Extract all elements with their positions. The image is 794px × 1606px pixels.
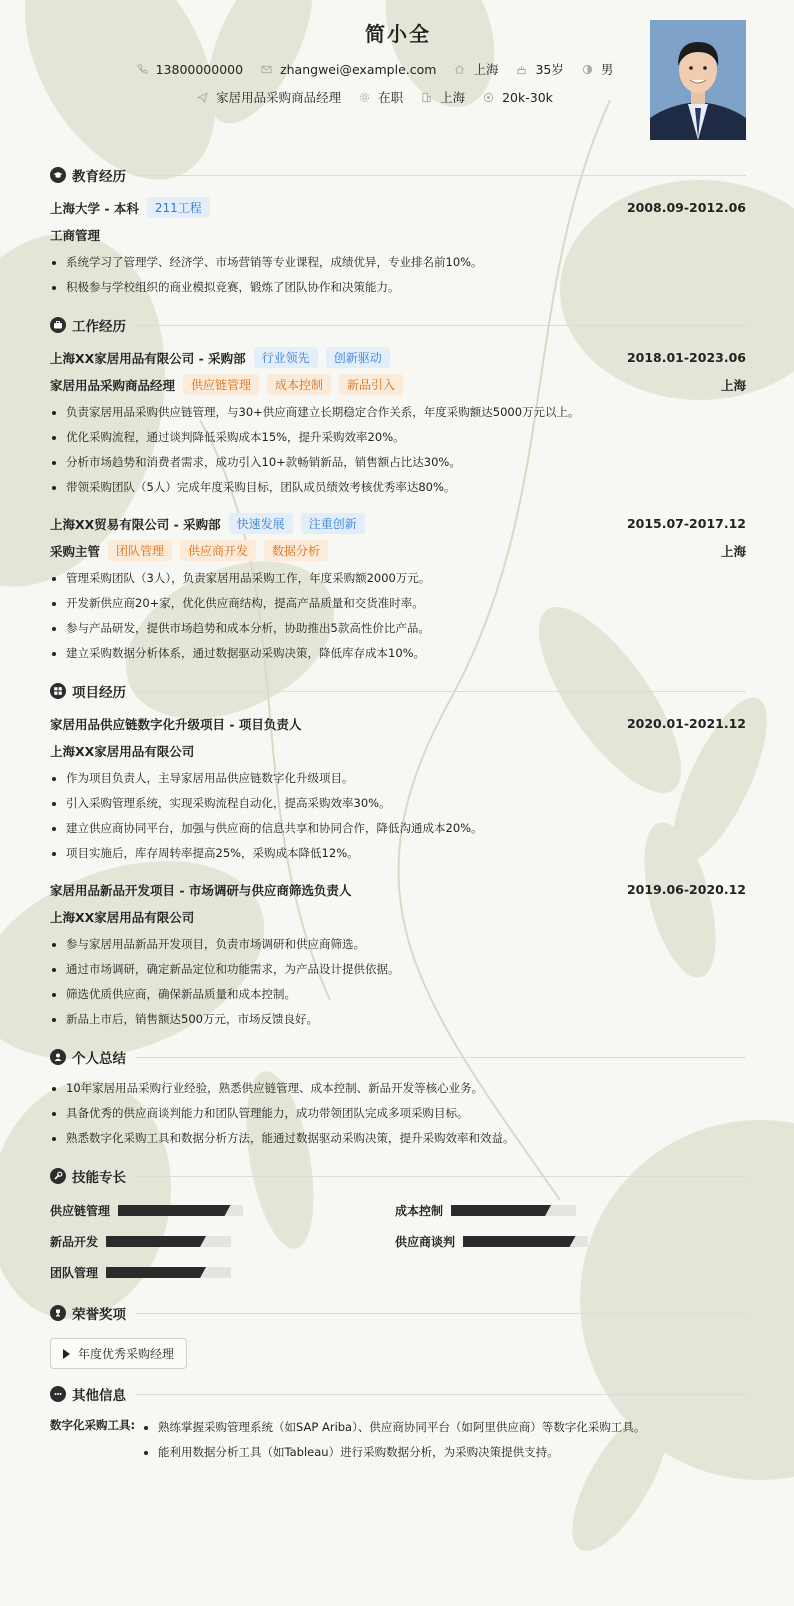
project-name: 家居用品供应链数字化升级项目 - 项目负责人	[50, 716, 302, 732]
section-title: 技能专长	[72, 1170, 126, 1186]
user-icon	[50, 1049, 66, 1065]
company-tag: 行业领先	[254, 347, 318, 368]
status-info	[359, 88, 403, 106]
list-item: 参与产品研发，提供市场趋势和成本分析，协助推出5款高性价比产品。	[50, 616, 746, 641]
entry-subheader	[50, 737, 746, 764]
profile-photo	[650, 20, 746, 140]
list-item: 作为项目负责人，主导家居用品供应链数字化升级项目。	[50, 766, 746, 791]
entry-date: 2008.09-2012.06	[626, 200, 746, 215]
projects-section	[50, 678, 746, 1032]
section-title: 工作经历	[72, 319, 126, 335]
project-entry	[50, 876, 746, 1032]
education-entry	[50, 194, 746, 300]
list-item: 优化采购流程，通过谈判降低采购成本15%，提升采购效率20%。	[50, 425, 746, 450]
building-icon	[421, 92, 432, 103]
skill-fill	[118, 1205, 231, 1216]
entry-header	[50, 344, 746, 371]
section-divider	[136, 175, 746, 176]
section-divider	[136, 1394, 746, 1395]
entry-subheader	[50, 537, 746, 564]
trophy-icon	[50, 1305, 66, 1321]
bullet-list	[50, 932, 746, 1032]
section-title: 项目经历	[72, 685, 126, 701]
salary-text: 20k-30k	[502, 89, 553, 105]
list-item: 新品上市后，销售额达500万元，市场反馈良好。	[50, 1007, 746, 1032]
skill-item	[50, 1195, 395, 1226]
section-header	[50, 1163, 746, 1189]
entry-header	[50, 194, 746, 221]
target-job-text: 家居用品采购商品经理	[216, 90, 342, 105]
awards-section	[50, 1300, 746, 1369]
section-header	[50, 312, 746, 338]
phone-icon	[137, 64, 148, 75]
list-item: 熟练掌握采购管理系统（如SAP Ariba）、供应商协同平台（如阿里供应商）等数字化采购工具。	[142, 1415, 645, 1440]
section-header	[50, 678, 746, 704]
age-info	[516, 60, 563, 78]
wrench-icon	[50, 1168, 66, 1184]
section-divider	[136, 1313, 746, 1314]
entry-date: 2019.06-2020.12	[626, 882, 746, 897]
list-item: 积极参与学校组织的商业模拟竞赛，锻炼了团队协作和决策能力。	[50, 275, 746, 300]
section-header	[50, 162, 746, 188]
age-text: 35岁	[535, 62, 564, 77]
section-divider	[136, 1057, 746, 1058]
entry-header	[50, 710, 746, 737]
graduation-cap-icon	[50, 167, 66, 183]
education-section	[50, 162, 746, 300]
position-name: 家居用品采购商品经理	[50, 377, 176, 393]
resume-header	[50, 0, 746, 150]
project-org: 上海XX家居用品有限公司	[50, 909, 195, 925]
mail-icon	[261, 64, 272, 75]
list-item: 建立采购数据分析体系，通过数据驱动采购决策，降低库存成本10%。	[50, 641, 746, 666]
skill-fill	[106, 1236, 206, 1247]
project-org: 上海XX家居用品有限公司	[50, 743, 195, 759]
list-item: 熟悉数字化采购工具和数据分析方法，能通过数据驱动采购决策，提升采购效率和效益。	[50, 1126, 746, 1151]
bullet-list	[50, 766, 746, 866]
list-item: 能利用数据分析工具（如Tableau）进行采购数据分析，为采购决策提供支持。	[142, 1440, 645, 1465]
position-name: 采购主管	[50, 543, 101, 559]
skill-name: 团队管理	[50, 1266, 99, 1280]
other-label: 数字化采购工具:	[50, 1418, 136, 1432]
cake-icon	[516, 64, 527, 75]
settings-icon	[359, 92, 370, 103]
section-title: 其他信息	[72, 1388, 126, 1404]
entry-header	[50, 876, 746, 903]
skill-bar	[463, 1236, 588, 1247]
position-tag: 供应链管理	[183, 374, 259, 395]
phone-text: 13800000000	[155, 61, 244, 77]
entry-city: 上海	[720, 377, 746, 393]
briefcase-icon	[50, 317, 66, 333]
section-divider	[136, 691, 746, 692]
entry-city: 上海	[720, 543, 746, 559]
salary-info	[483, 88, 553, 106]
list-item: 带领采购团队（5人）完成年度采购目标，团队成员绩效考核优秀率达80%。	[50, 475, 746, 500]
skill-name: 供应商谈判	[395, 1235, 456, 1249]
position-tag: 新品引入	[339, 374, 403, 395]
section-divider	[136, 325, 746, 326]
contact-row	[50, 60, 700, 78]
entry-header	[50, 510, 746, 537]
skill-item	[395, 1226, 695, 1257]
entry-date: 2015.07-2017.12	[626, 516, 746, 531]
skill-name: 供应链管理	[50, 1204, 111, 1218]
company-tag: 快速发展	[229, 513, 293, 534]
section-title: 教育经历	[72, 169, 126, 185]
bullet-list	[142, 1415, 645, 1465]
list-item: 具备优秀的供应商谈判能力和团队管理能力，成功带领团队完成多项采购目标。	[50, 1101, 746, 1126]
skill-bar	[106, 1267, 231, 1278]
list-item: 系统学习了管理学、经济学、市场营销等专业课程，成绩优异，专业排名前10%。	[50, 250, 746, 275]
list-item: 通过市场调研，确定新品定位和功能需求，为产品设计提供依据。	[50, 957, 746, 982]
skill-fill	[451, 1205, 551, 1216]
award-name: 年度优秀采购经理	[78, 1347, 175, 1361]
skill-bar	[118, 1205, 243, 1216]
location-text: 上海	[473, 62, 499, 77]
other-info-row	[50, 1413, 746, 1465]
section-title: 荣誉奖项	[72, 1307, 126, 1323]
gender-icon	[582, 64, 593, 75]
position-tag: 供应商开发	[180, 540, 256, 561]
company-tag: 创新驱动	[326, 347, 390, 368]
gender-info	[582, 60, 614, 78]
work-entry	[50, 344, 746, 500]
list-item: 项目实施后，库存周转率提高25%，采购成本降低12%。	[50, 841, 746, 866]
company-name: 上海XX贸易有限公司 - 采购部	[50, 516, 221, 532]
company-name: 上海XX家居用品有限公司 - 采购部	[50, 350, 246, 366]
status-text: 在职	[378, 90, 404, 105]
email-info	[261, 60, 436, 78]
section-divider	[136, 1176, 746, 1177]
list-item: 引入采购管理系统，实现采购流程自动化，提高采购效率30%。	[50, 791, 746, 816]
job-intent-row	[50, 88, 700, 106]
major: 工商管理	[50, 227, 101, 243]
home-icon	[454, 64, 465, 75]
skill-item	[50, 1226, 395, 1257]
skill-fill	[106, 1267, 206, 1278]
school-name: 上海大学 - 本科	[50, 200, 139, 216]
list-item: 开发新供应商20+家，优化供应商结构，提高产品质量和交货准时率。	[50, 591, 746, 616]
section-header	[50, 1300, 746, 1326]
work-entry	[50, 510, 746, 666]
list-item: 参与家居用品新品开发项目，负责市场调研和供应商筛选。	[50, 932, 746, 957]
company-tag: 注重创新	[301, 513, 365, 534]
candidate-name: 简小全	[365, 22, 431, 46]
list-item: 管理采购团队（3人），负责家居用品采购工作，年度采购额2000万元。	[50, 566, 746, 591]
entry-subheader	[50, 903, 746, 930]
position-tag: 成本控制	[267, 374, 331, 395]
entry-date: 2020.01-2021.12	[626, 716, 746, 731]
entry-subheader	[50, 221, 746, 248]
work-section	[50, 312, 746, 666]
position-tag: 团队管理	[108, 540, 172, 561]
position-tag: 数据分析	[264, 540, 328, 561]
play-icon	[63, 1349, 70, 1359]
skill-name: 新品开发	[50, 1235, 99, 1249]
skills-section	[50, 1163, 746, 1288]
section-header	[50, 1381, 746, 1407]
bullet-list	[50, 250, 746, 300]
email-text: zhangwei@example.com	[280, 61, 437, 77]
phone-info	[137, 60, 243, 78]
bullet-list	[50, 1076, 746, 1151]
bullet-list	[50, 400, 746, 500]
summary-section	[50, 1044, 746, 1151]
target-city-text: 上海	[440, 90, 466, 105]
skill-fill	[463, 1236, 576, 1247]
section-header	[50, 1044, 746, 1070]
list-item: 10年家居用品采购行业经验，熟悉供应链管理、成本控制、新品开发等核心业务。	[50, 1076, 746, 1101]
list-item: 负责家居用品采购供应链管理，与30+供应商建立长期稳定合作关系，年度采购额达5000万元以上。	[50, 400, 746, 425]
list-item: 分析市场趋势和消费者需求，成功引入10+款畅销新品，销售额占比达30%。	[50, 450, 746, 475]
bullet-list	[50, 566, 746, 666]
entry-subheader	[50, 371, 746, 398]
send-icon	[197, 92, 208, 103]
school-tag: 211工程	[147, 197, 210, 218]
location-info	[454, 60, 498, 78]
award-chip	[50, 1338, 187, 1369]
skills-grid	[50, 1195, 746, 1288]
project-entry	[50, 710, 746, 866]
target-city-info	[421, 88, 465, 106]
skill-bar	[451, 1205, 576, 1216]
entry-date: 2018.01-2023.06	[626, 350, 746, 365]
project-name: 家居用品新品开发项目 - 市场调研与供应商筛选负责人	[50, 882, 352, 898]
skill-bar	[106, 1236, 231, 1247]
skill-item	[395, 1195, 695, 1226]
gender-text: 男	[600, 62, 614, 77]
other-section	[50, 1381, 746, 1465]
list-item: 筛选优质供应商，确保新品质量和成本控制。	[50, 982, 746, 1007]
skill-name: 成本控制	[395, 1204, 444, 1218]
grid-icon	[50, 683, 66, 699]
coin-icon	[483, 92, 494, 103]
skill-item	[50, 1257, 395, 1288]
section-title: 个人总结	[72, 1051, 126, 1067]
info-icon	[50, 1386, 66, 1402]
target-job-info	[197, 88, 341, 106]
list-item: 建立供应商协同平台，加强与供应商的信息共享和协同合作，降低沟通成本20%。	[50, 816, 746, 841]
